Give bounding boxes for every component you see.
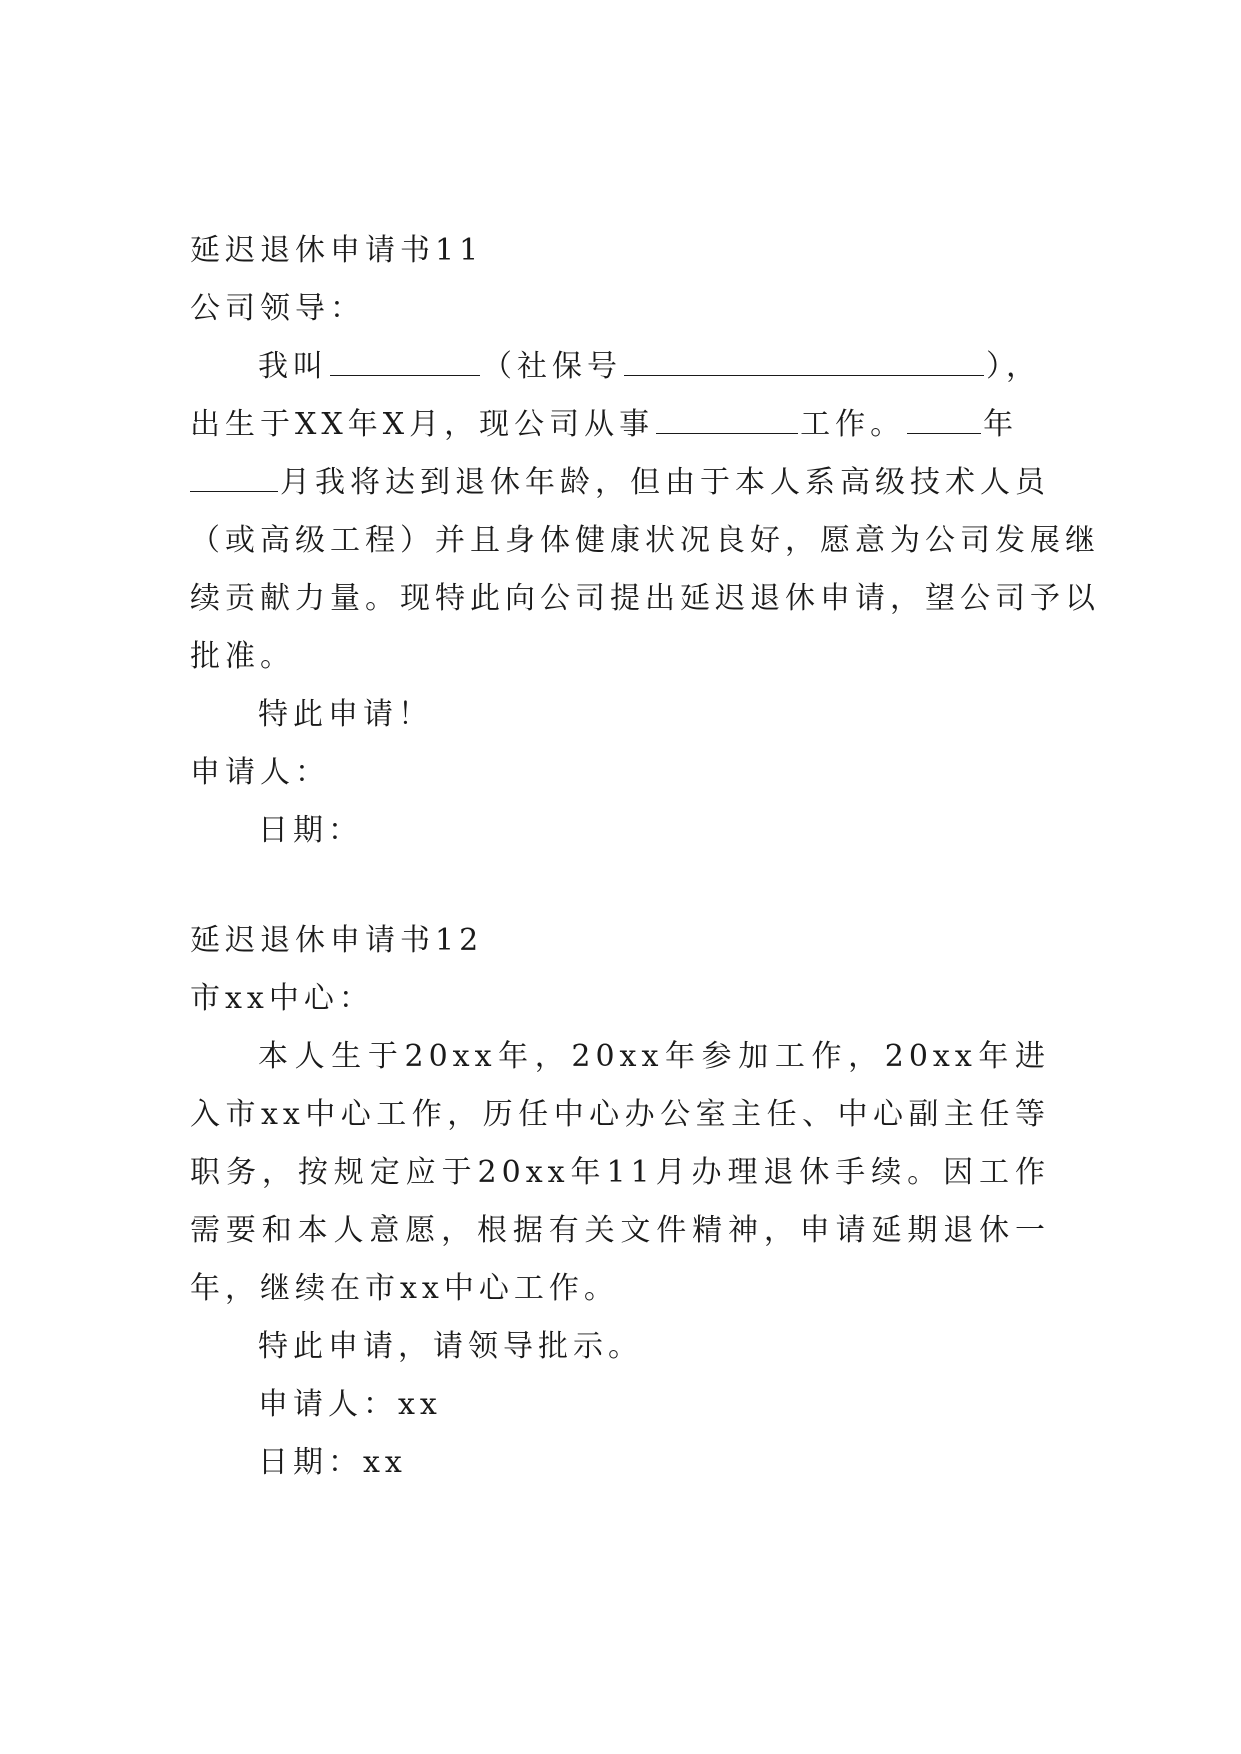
letter1-body-text: （社保号 xyxy=(482,349,622,384)
document-page xyxy=(190,222,1100,1492)
section-gap xyxy=(190,860,1050,912)
year-blank xyxy=(907,403,981,434)
letter1-body-line3 xyxy=(190,454,1050,512)
letter1-body-text: 月我将达到退休年龄，但由于本人系高级技术人员 xyxy=(280,465,1050,500)
letter2-body: 本人生于20xx年，20xx年参加工作，20xx年进入市xx中心工作，历任中心办公室主任、中心副主任等职务，按规定应于20xx年11月办理退休手续。因工作需要和本人意愿，根据有关文件精神，申请延期退休一年，继续在市xx中心工作。 xyxy=(190,1039,1050,1306)
letter1-body-text: 工作。 xyxy=(800,407,906,442)
name-blank xyxy=(330,345,480,376)
letter2-date: 日期：xx xyxy=(258,1445,407,1480)
letter1-body-line2 xyxy=(190,396,1050,454)
letter1-body-line1 xyxy=(190,338,1050,396)
letter1-closing: 特此申请！ xyxy=(258,697,433,732)
letter1-body-text: ）， xyxy=(986,349,1041,384)
letter2-salutation: 市xx中心： xyxy=(190,981,374,1016)
letter1-applicant-label: 申请人： xyxy=(190,755,330,790)
letter1-title: 延迟退休申请书11 xyxy=(190,233,484,268)
letter1-body-line5: 续贡献力量。现特此向公司提出延迟退休申请，望公司予以 xyxy=(190,581,1100,616)
month-blank xyxy=(190,461,278,492)
letter2-applicant: 申请人：xx xyxy=(258,1387,442,1422)
letter2-title: 延迟退休申请书12 xyxy=(190,923,484,958)
letter1-body-line4: （或高级工程）并且身体健康状况良好，愿意为公司发展继 xyxy=(190,523,1100,558)
letter1-body-text: 我叫 xyxy=(258,349,328,384)
social-security-blank xyxy=(624,345,984,376)
letter1-body-line6: 批准。 xyxy=(190,639,295,674)
letter2-closing: 特此申请，请领导批示。 xyxy=(258,1329,643,1364)
job-blank xyxy=(656,403,798,434)
letter1-body-text: 年 xyxy=(983,407,1019,442)
letter1-body-text: 出生于XX年X月，现公司从事 xyxy=(190,407,655,442)
letter1-date-label: 日期： xyxy=(258,813,363,848)
letter1-salutation: 公司领导： xyxy=(190,291,365,326)
